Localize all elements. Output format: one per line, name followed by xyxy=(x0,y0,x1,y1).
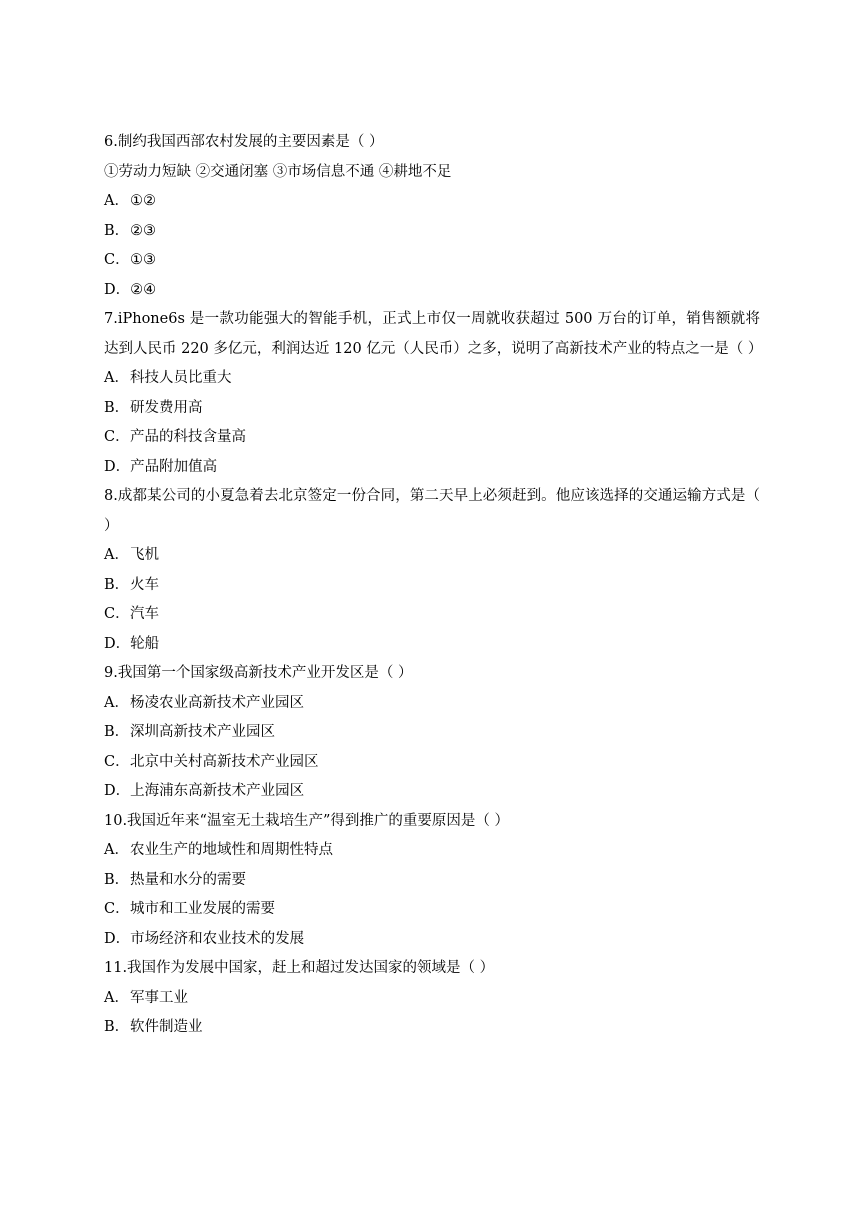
option-letter: C． xyxy=(104,753,130,770)
option-c xyxy=(104,600,760,630)
option-text: 北京中关村高新技术产业园区 xyxy=(130,753,319,770)
option-text: 轮船 xyxy=(130,635,160,652)
option-a xyxy=(104,689,760,719)
option-text: 热量和水分的需要 xyxy=(130,871,246,888)
option-text: 军事工业 xyxy=(130,989,188,1006)
question-stem: 7.iPhone6s 是一款功能强大的智能手机，正式上市仅一周就收获超过 500 万台的订单，销售额就将达到人民币 220 多亿元，利润达近 120 亿元（人民币）之多，说明了高新技术产业的特点之一是（ ） xyxy=(104,311,763,357)
option-letter: B． xyxy=(104,724,130,740)
question-9 xyxy=(104,659,760,807)
option-letter: A． xyxy=(104,547,129,563)
option-text: ①③ xyxy=(130,252,156,268)
option-letter: B． xyxy=(104,1019,130,1035)
option-letter: B． xyxy=(104,222,130,239)
question-stem: 6.制约我国西部农村发展的主要因素是（ ） xyxy=(104,134,384,150)
option-letter: B． xyxy=(104,871,130,888)
question-stem: 9.我国第一个国家级高新技术产业开发区是（ ） xyxy=(104,665,413,681)
option-a xyxy=(104,984,760,1014)
option-text: 产品附加值高 xyxy=(130,458,218,475)
option-b xyxy=(104,718,760,748)
option-d xyxy=(104,630,760,660)
question-6 xyxy=(104,128,760,305)
option-letter: A． xyxy=(104,842,129,858)
option-b xyxy=(104,217,760,247)
option-letter: D． xyxy=(104,458,131,475)
option-text: ①② xyxy=(130,193,156,209)
option-letter: C． xyxy=(104,901,130,917)
option-letter: C． xyxy=(104,429,130,445)
option-text: 产品的科技含量高 xyxy=(130,429,246,445)
option-d xyxy=(104,925,760,955)
option-text: 城市和工业发展的需要 xyxy=(130,901,275,917)
option-c xyxy=(104,748,760,778)
option-a xyxy=(104,364,760,394)
option-a xyxy=(104,836,760,866)
option-letter: C． xyxy=(104,606,130,622)
option-text: 研发费用高 xyxy=(130,399,203,416)
option-letter: D． xyxy=(104,635,131,652)
option-b xyxy=(104,1013,760,1043)
question-sub-items: ①劳动力短缺 ②交通闭塞 ③市场信息不通 ④耕地不足 xyxy=(104,163,452,180)
option-b xyxy=(104,394,760,424)
option-text: 科技人员比重大 xyxy=(130,370,232,386)
option-c xyxy=(104,246,760,276)
option-text: ②④ xyxy=(130,281,157,298)
option-text: 杨凌农业高新技术产业园区 xyxy=(130,694,304,711)
option-letter: A． xyxy=(104,370,129,386)
option-c xyxy=(104,895,760,925)
option-text: 市场经济和农业技术的发展 xyxy=(130,930,305,947)
option-text: 上海浦东高新技术产业园区 xyxy=(130,783,305,799)
option-b xyxy=(104,571,760,601)
option-letter: A． xyxy=(104,193,129,209)
option-text: 火车 xyxy=(130,576,159,593)
option-letter: D． xyxy=(104,281,131,298)
option-letter: D． xyxy=(104,783,131,799)
option-text: 汽车 xyxy=(130,606,159,622)
option-text: 软件制造业 xyxy=(130,1019,203,1035)
question-10 xyxy=(104,807,760,955)
question-7 xyxy=(104,305,763,482)
question-stem: 11.我国作为发展中国家，赶上和超过发达国家的领域是（ ） xyxy=(104,960,495,976)
option-d xyxy=(104,453,760,483)
option-text: 深圳高新技术产业园区 xyxy=(130,724,275,740)
option-a xyxy=(104,187,760,217)
option-c xyxy=(104,423,760,453)
option-a xyxy=(104,541,760,571)
option-letter: A． xyxy=(104,989,129,1006)
option-text: 农业生产的地域性和周期性特点 xyxy=(130,842,333,858)
question-stem: 10.我国近年来“温室无土栽培生产”得到推广的重要原因是（ ） xyxy=(104,812,509,829)
option-letter: A． xyxy=(104,694,129,711)
option-letter: B． xyxy=(104,576,130,593)
option-d xyxy=(104,777,760,807)
option-b xyxy=(104,866,760,896)
option-d xyxy=(104,276,760,306)
question-8 xyxy=(104,482,760,659)
question-stem: 8.成都某公司的小夏急着去北京签定一份合同，第二天早上必须赶到。他应该选择的交通运输方式是（ ） xyxy=(104,488,760,534)
option-letter: B． xyxy=(104,399,130,416)
option-text: 飞机 xyxy=(130,547,159,563)
option-letter: C． xyxy=(104,252,130,268)
option-letter: D． xyxy=(104,930,131,947)
option-text: ②③ xyxy=(130,222,156,239)
question-11 xyxy=(104,954,760,1043)
